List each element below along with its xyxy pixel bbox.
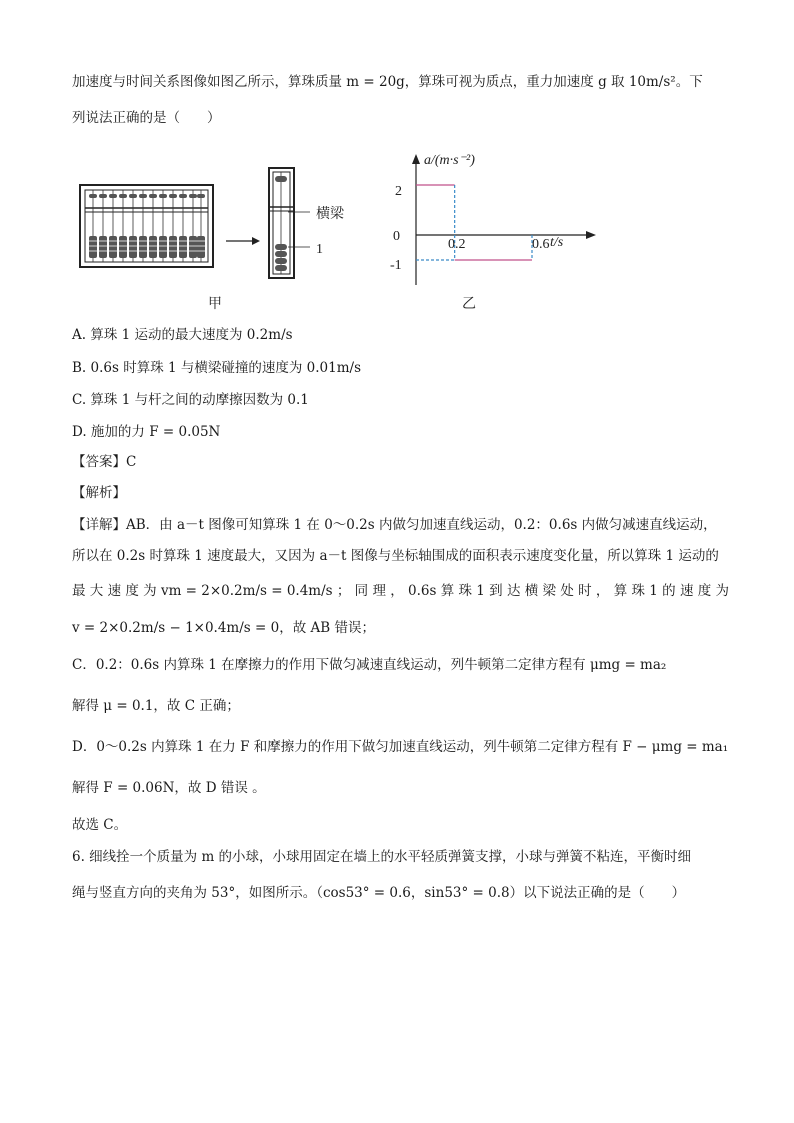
caption-left: 甲 — [208, 296, 222, 312]
next-question-line-2: 绳与竖直方向的夹角为 53°，如图所示。（cos53° = 0.6，sin53° = 0.8）以下说法正确的是（ ） — [72, 885, 686, 901]
label-beam: 横梁 — [316, 206, 344, 222]
tick-x-2: 0.6 — [532, 237, 550, 252]
analysis-p9: 故选 C。 — [72, 817, 128, 833]
figure — [60, 150, 600, 315]
tick-y-bottom: -1 — [390, 258, 402, 273]
analysis-p8: 解得 F = 0.06N，故 D 错误 。 — [72, 780, 266, 796]
tick-y-top: 2 — [395, 184, 402, 199]
answer-value: C — [126, 454, 137, 470]
option-a: A. 算珠 1 运动的最大速度为 0.2m/s — [72, 327, 293, 343]
acceleration-graph — [412, 154, 596, 285]
analysis-p7: D．0～0.2s 内算珠 1 在力 F 和摩擦力的作用下做匀加速直线运动，列牛顿第二定律方程有 F − μmg = ma₁ — [72, 739, 729, 755]
analysis-p6: 解得 μ = 0.1，故 C 正确； — [72, 698, 240, 714]
option-d: D. 施加的力 F = 0.05N — [72, 424, 221, 440]
tick-x-1: 0.2 — [448, 237, 466, 252]
analysis-p5: C．0.2：0.6s 内算珠 1 在摩擦力的作用下做匀减速直线运动，列牛顿第二定律方程有 μmg = ma₂ — [72, 657, 667, 673]
x-axis-arrow-icon — [586, 231, 596, 239]
option-b: B. 0.6s 时算珠 1 与横梁碰撞的速度为 0.01m/s — [72, 360, 361, 376]
y-axis-arrow-icon — [412, 154, 420, 164]
detail-tag: 【详解】 — [72, 517, 126, 533]
answer-tag: 【答案】 — [72, 454, 126, 470]
tick-y-zero: 0 — [393, 229, 400, 244]
analysis-p4: v = 2×0.2m/s − 1×0.4m/s = 0，故 AB 错误； — [72, 620, 375, 636]
intro-line-1: 加速度与时间关系图像如图乙所示，算珠质量 m = 20g，算珠可视为质点，重力加速度 g 取 10m/s²。下 — [72, 74, 703, 90]
graph-ylabel: a/(m·s⁻²) — [424, 153, 475, 168]
analysis-p2: 所以在 0.2s 时算珠 1 速度最大，又因为 a－t 图像与坐标轴围成的面积表示速度变化量，所以算珠 1 运动的 — [72, 548, 719, 564]
option-c: C. 算珠 1 与杆之间的动摩擦因数为 0.1 — [72, 392, 309, 408]
caption-right: 乙 — [462, 296, 476, 312]
abacus-icon — [80, 185, 213, 267]
intro-line-2: 列说法正确的是（ ） — [72, 110, 221, 126]
answer-line — [72, 452, 136, 472]
arrow-icon — [226, 237, 260, 245]
single-rod-icon — [269, 168, 310, 278]
graph-xlabel: t/s — [550, 235, 564, 250]
analysis-tag: 【解析】 — [72, 485, 126, 501]
analysis-p3: 最 大 速 度 为 vm = 2×0.2m/s = 0.4m/s ； 同 理 ， 0.6s 算 珠 1 到 达 横 梁 处 时 ， 算 珠 1 的 速 度 为 — [72, 583, 730, 599]
analysis-line-1 — [72, 515, 717, 535]
label-bead: 1 — [316, 242, 323, 257]
analysis-p1: AB．由 a－t 图像可知算珠 1 在 0～0.2s 内做匀加速直线运动，0.2：0.6s 内做匀减速直线运动， — [126, 517, 717, 533]
next-question-line-1: 6. 细线拴一个质量为 m 的小球，小球用固定在墙上的水平轻质弹簧支撑，小球与弹簧不粘连，平衡时细 — [72, 849, 692, 865]
